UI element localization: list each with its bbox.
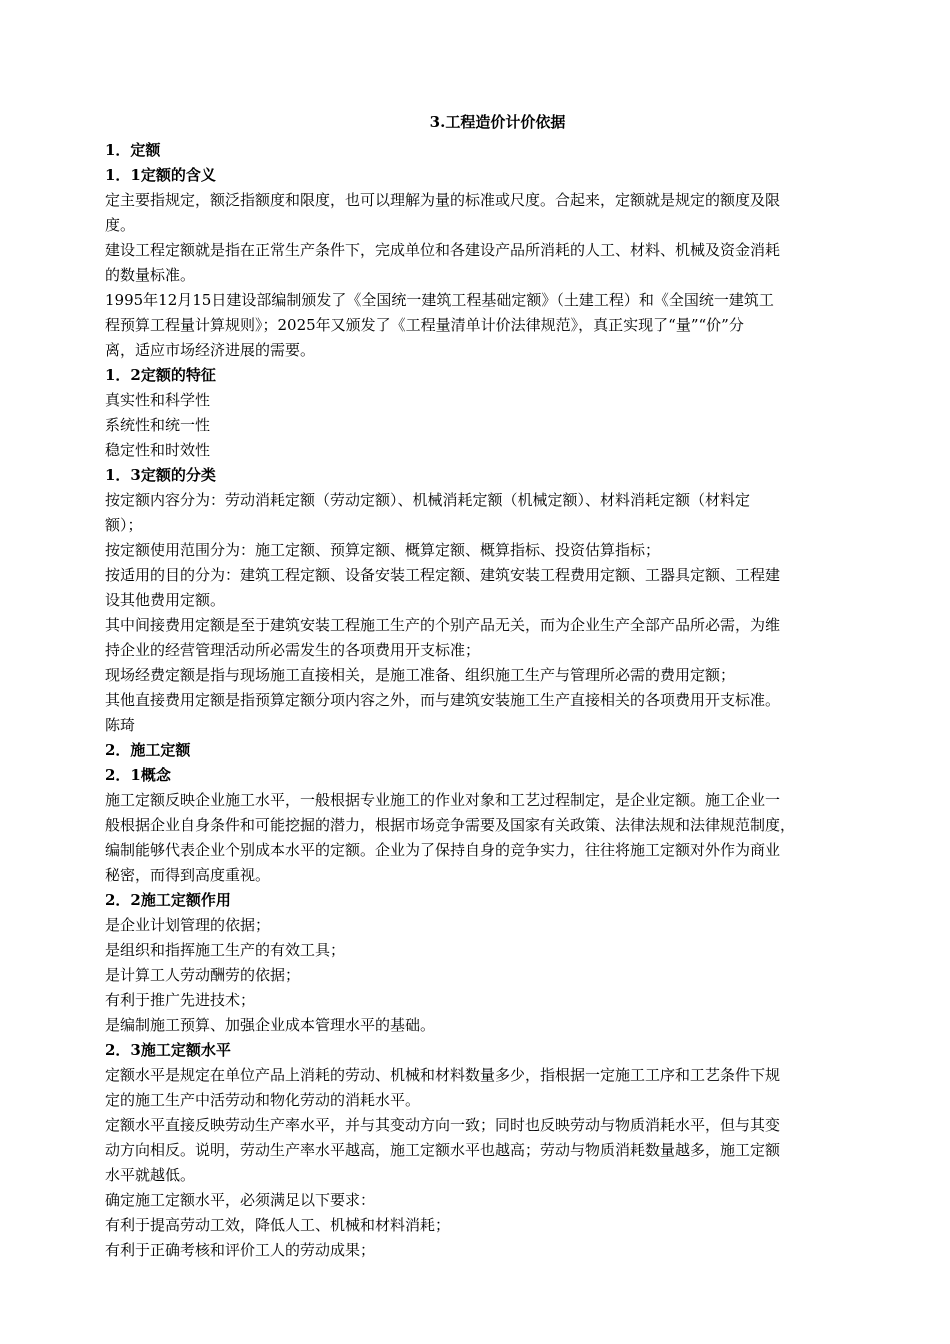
- text-line: 动方向相反。说明，劳动生产率水平越高，施工定额水平也越高；劳动与物质消耗数量越多，施工定额: [105, 1141, 781, 1159]
- paragraph: [105, 1063, 870, 1113]
- section-heading: 2．3施工定额水平: [105, 1041, 231, 1059]
- text-line: 确定施工定额水平，必须满足以下要求：: [105, 1191, 376, 1209]
- paragraph: [105, 538, 870, 563]
- section-heading: 2．施工定额: [105, 741, 191, 759]
- text-line: 其中间接费用定额是至于建筑安装工程施工生产的个别产品无关，而为企业生产全部产品所必需，为维: [105, 616, 781, 634]
- text-line: 定额水平直接反映劳动生产率水平，并与其变动方向一致；同时也反映劳动与物质消耗水平，但与其变: [105, 1116, 781, 1134]
- section-heading: 2．1概念: [105, 766, 171, 784]
- paragraph: [105, 388, 870, 413]
- text-line: 定额水平是规定在单位产品上消耗的劳动、机械和材料数量多少，指根据一定施工工序和工艺条件下规: [105, 1066, 781, 1084]
- section-heading: 1．1定额的含义: [105, 166, 216, 184]
- paragraph: [105, 563, 870, 613]
- text-line: 其他直接费用定额是指预算定额分项内容之外，而与建筑安装施工生产直接相关的各项费用开支标准。: [105, 691, 781, 709]
- text-line: 秘密，而得到高度重视。: [105, 866, 271, 884]
- paragraph: [105, 238, 870, 288]
- section-heading: 1．定额: [105, 141, 161, 159]
- text-line: 程预算工程量计算规则》；2025年又颁发了《工程量清单计价法律规范》，真正实现了“量”“价”分: [105, 316, 744, 334]
- paragraph: [105, 1213, 870, 1238]
- text-line: 施工定额反映企业施工水平，一般根据专业施工的作业对象和工艺过程制定，是企业定额。施工企业一: [105, 791, 781, 809]
- paragraph: [105, 988, 870, 1013]
- paragraph: [105, 488, 870, 538]
- text-line: 1995年12月15日建设部编制颁发了《全国统一建筑工程基础定额》（土建工程）和《全国统一建筑工: [105, 291, 774, 309]
- text-line: 稳定性和时效性: [105, 441, 211, 459]
- paragraph: [105, 288, 870, 363]
- text-line: 般根据企业自身条件和可能挖掘的潜力，根据市场竞争需要及国家有关政策、法律法规和法律规范制度，: [105, 816, 796, 834]
- paragraph: [105, 713, 870, 738]
- text-line: 系统性和统一性: [105, 416, 211, 434]
- text-line: 设其他费用定额。: [105, 591, 226, 609]
- paragraph: [105, 438, 870, 463]
- paragraph: [105, 788, 870, 888]
- text-line: 陈琦: [105, 716, 136, 734]
- text-line: 现场经费定额是指与现场施工直接相关，是施工准备、组织施工生产与管理所必需的费用定额；: [105, 666, 736, 684]
- paragraph: [105, 688, 870, 713]
- paragraph: [105, 938, 870, 963]
- text-line: 的数量标准。: [105, 266, 196, 284]
- document-title: 3.工程造价计价依据: [429, 113, 566, 131]
- text-line: 定的施工生产中活劳动和物化劳动的消耗水平。: [105, 1091, 421, 1109]
- text-line: 按适用的目的分为：建筑工程定额、设备安装工程定额、建筑安装工程费用定额、工器具定额、工程建: [105, 566, 781, 584]
- text-line: 建设工程定额就是指在正常生产条件下，完成单位和各建设产品所消耗的人工、材料、机械及资金消耗: [105, 241, 781, 259]
- text-line: 持企业的经营管理活动所必需发生的各项费用开支标准；: [105, 641, 481, 659]
- text-line: 是企业计划管理的依据；: [105, 916, 271, 934]
- section-heading: 2．2施工定额作用: [105, 891, 231, 909]
- paragraph: [105, 1013, 870, 1038]
- text-line: 真实性和科学性: [105, 391, 211, 409]
- text-line: 有利于正确考核和评价工人的劳动成果；: [105, 1241, 376, 1259]
- paragraph: [105, 963, 870, 988]
- section-heading: 1．2定额的特征: [105, 366, 216, 384]
- text-line: 水平就越低。: [105, 1166, 196, 1184]
- document-text: [105, 138, 870, 1263]
- paragraph: [105, 1113, 870, 1188]
- text-line: 离，适应市场经济进展的需要。: [105, 341, 316, 359]
- paragraph: [105, 913, 870, 938]
- text-line: 额）；: [105, 516, 143, 534]
- text-line: 是编制施工预算、加强企业成本管理水平的基础。: [105, 1016, 436, 1034]
- text-line: 按定额内容分为：劳动消耗定额（劳动定额）、机械消耗定额（机械定额）、材料消耗定额（材料定: [105, 491, 751, 509]
- text-line: 度。: [105, 216, 136, 234]
- section-heading: 1．3定额的分类: [105, 466, 216, 484]
- text-line: 定主要指规定，额泛指额度和限度，也可以理解为量的标准或尺度。合起来，定额就是规定的额度及限: [105, 191, 781, 209]
- paragraph: [105, 1238, 870, 1263]
- text-line: 有利于提高劳动工效，降低人工、机械和材料消耗；: [105, 1216, 451, 1234]
- document-body: [105, 110, 870, 1263]
- paragraph: [105, 663, 870, 688]
- paragraph: [105, 613, 870, 663]
- paragraph: [105, 188, 870, 238]
- text-line: 编制能够代表企业个别成本水平的定额。企业为了保持自身的竞争实力，往往将施工定额对外作为商业: [105, 841, 781, 859]
- text-line: 按定额使用范围分为：施工定额、预算定额、概算定额、概算指标、投资估算指标；: [105, 541, 661, 559]
- text-line: 是计算工人劳动酬劳的依据；: [105, 966, 301, 984]
- text-line: 是组织和指挥施工生产的有效工具；: [105, 941, 346, 959]
- paragraph: [105, 413, 870, 438]
- paragraph: [105, 1188, 870, 1213]
- text-line: 有利于推广先进技术；: [105, 991, 256, 1009]
